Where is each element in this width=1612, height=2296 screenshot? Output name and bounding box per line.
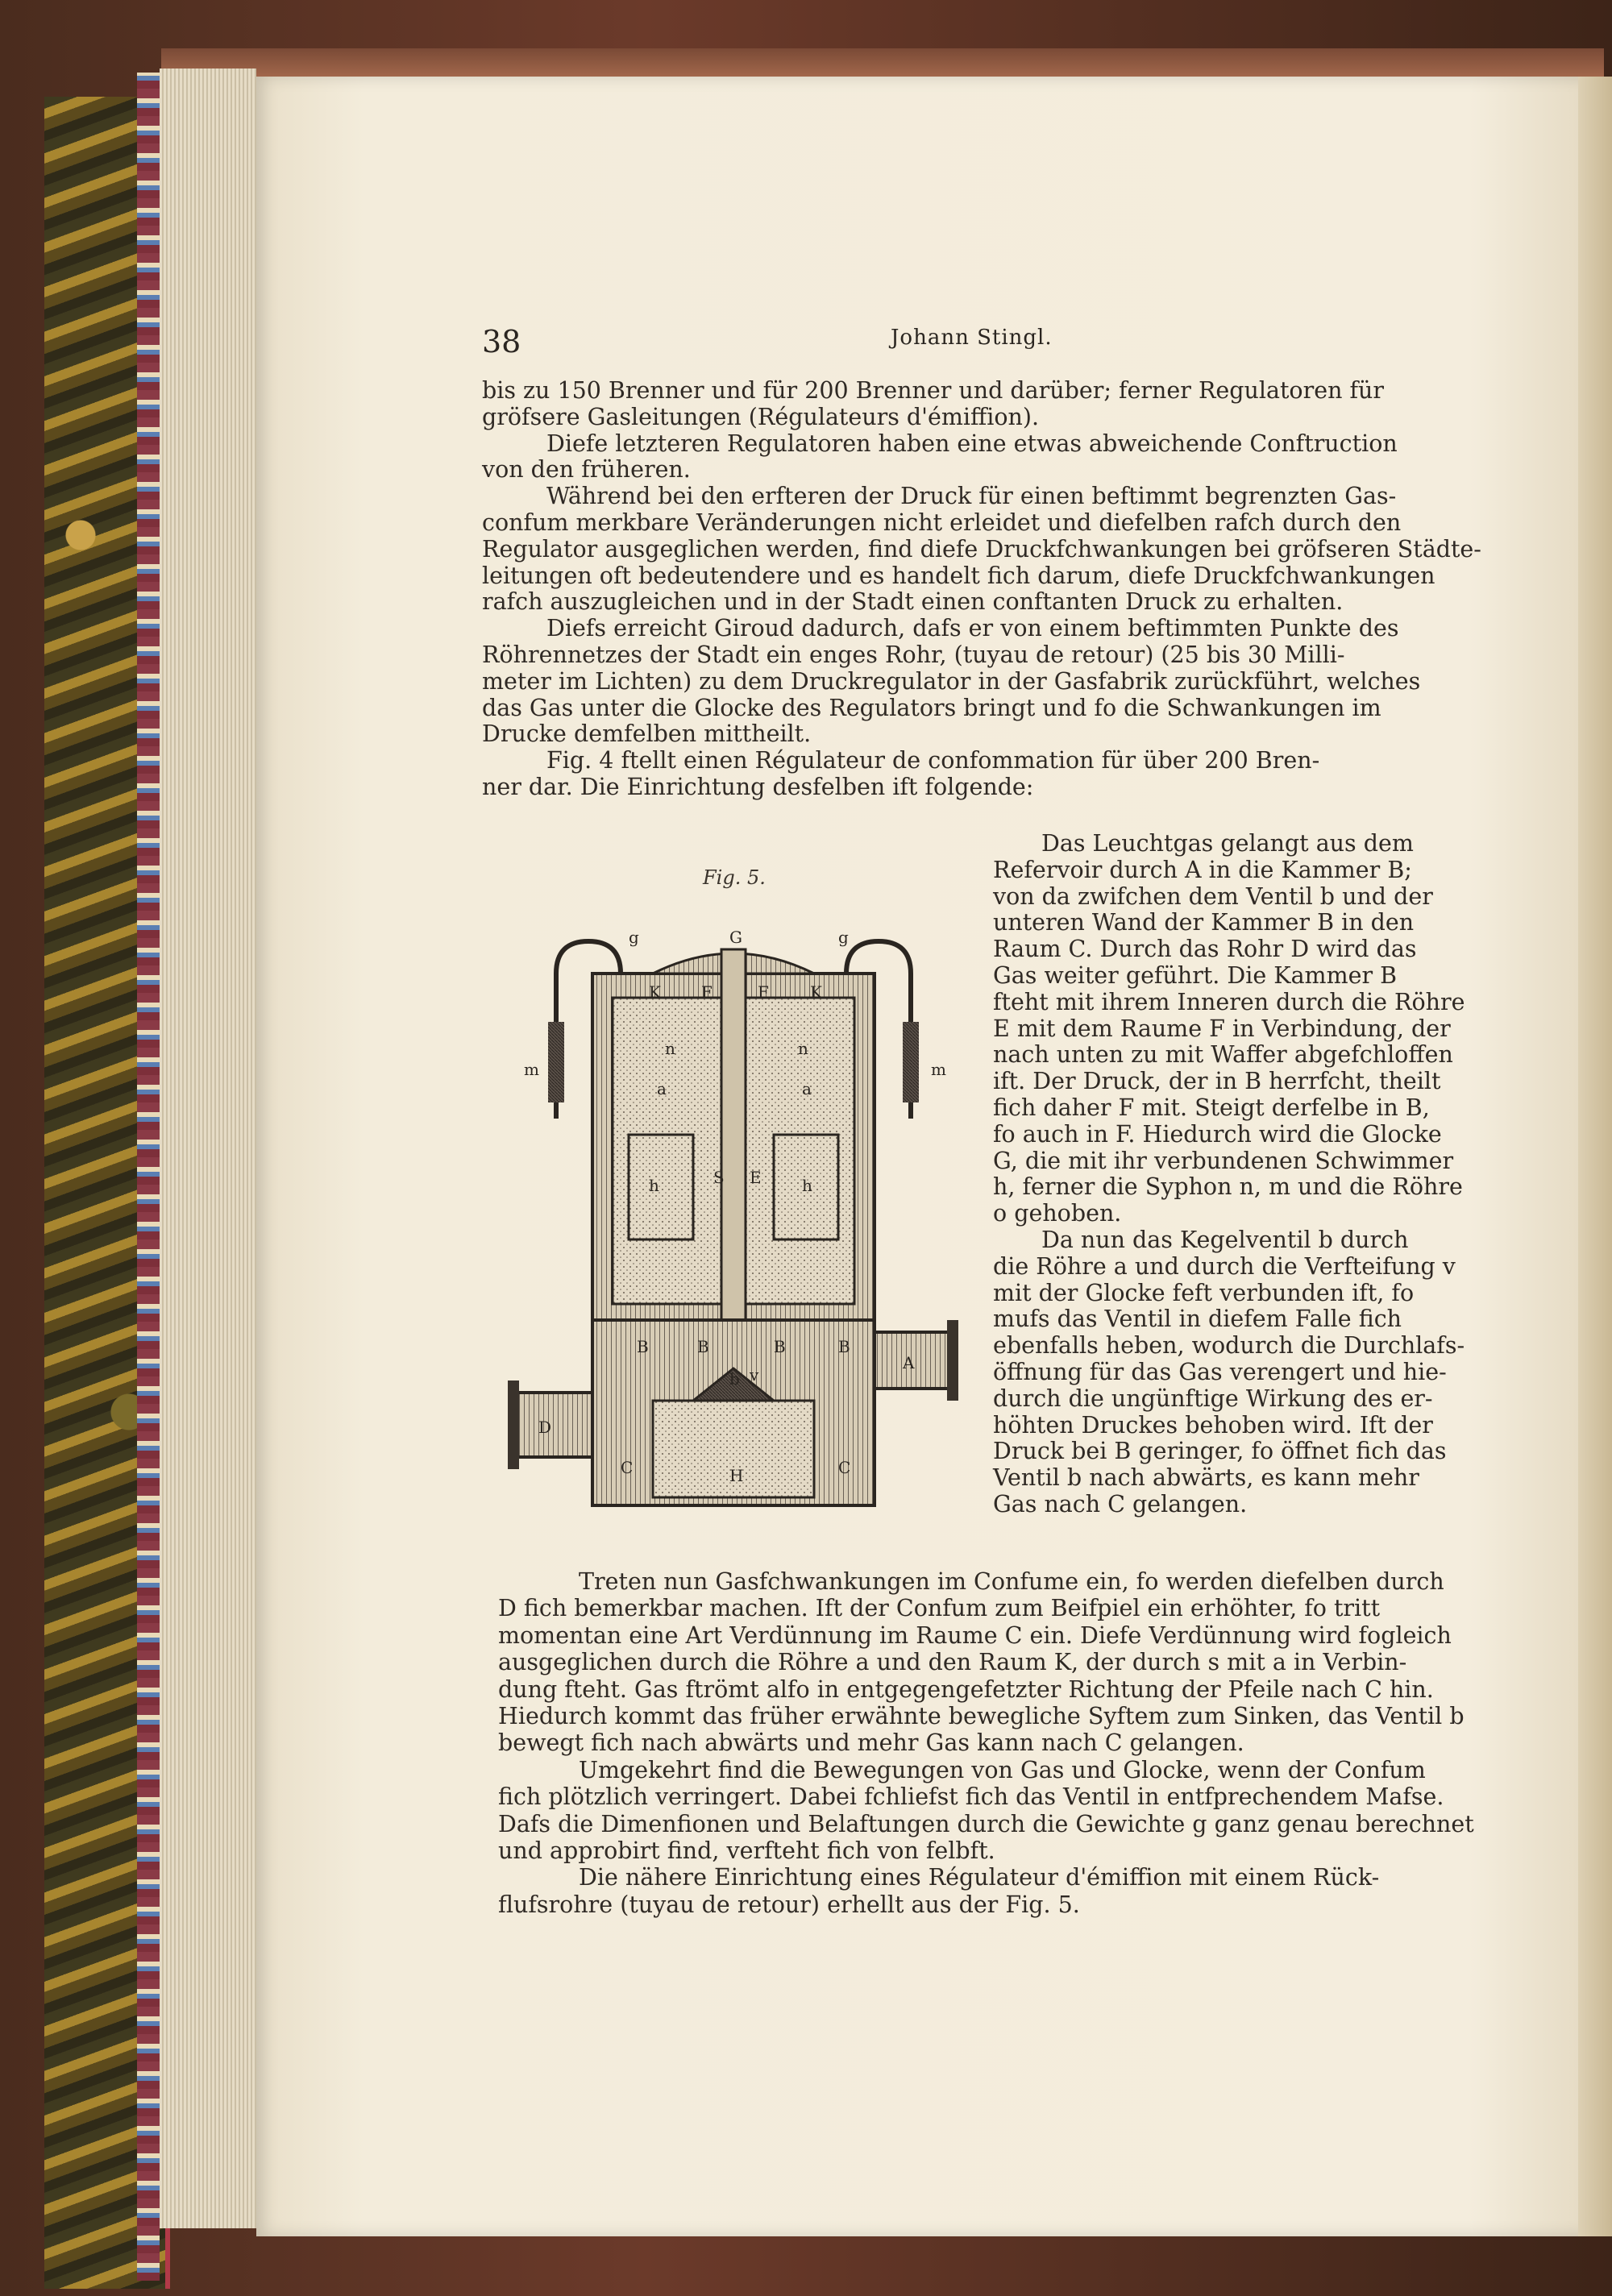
top-text-line: Drucke demfelben mittheilt. (482, 720, 812, 748)
bottom-text-line: bewegt fich nach abwärts und mehr Gas kann nach C gelangen. (498, 1729, 1244, 1757)
top-text-line: Während bei den erfteren der Druck für einen beftimmt begrenzten Gas- (546, 483, 1397, 510)
side-text-line: von da zwifchen dem Ventil b und der (993, 882, 1433, 910)
bottom-text-line: Hiedurch kommt das früher erwähnte bewegliche Syftem zum Sinken, das Ventil b (498, 1703, 1465, 1729)
side-text-line: fich daher F mit. Steigt derfelbe in B, (993, 1094, 1430, 1121)
top-text-line: von den früheren. (482, 456, 691, 484)
top-text-line: Röhrennetzes der Stadt ein enges Rohr, (tuyau de retour) (25 bis 30 Milli- (482, 641, 1345, 668)
top-text-line: Diefs erreicht Giroud dadurch, dafs er von einem beftimmten Punkte des (546, 615, 1399, 642)
side-text-line: ift. Der Druck, der in B herrfcht, theilt (993, 1068, 1441, 1095)
figure-label: g (629, 928, 639, 947)
top-text-line: Diefe letzteren Regulatoren haben eine etwas abweichende Conftruction (546, 430, 1398, 457)
figure-label: a (802, 1079, 812, 1098)
top-text-line: meter im Lichten) zu dem Druckregulator in der Gasfabrik zurückführt, welches (482, 667, 1421, 695)
figure-label: B (637, 1337, 649, 1356)
figure-caption: Fig. 5. (703, 866, 766, 889)
figure-label: n (665, 1039, 675, 1058)
figure-label: F (701, 982, 713, 1002)
figure-label: E (750, 1168, 762, 1187)
top-text-line: Fig. 4 ftellt einen Régulateur de confommation für über 200 Bren- (546, 747, 1320, 774)
figure-label: K (810, 982, 822, 1002)
side-text-line: Das Leuchtgas gelangt aus dem (1041, 830, 1414, 857)
left-float (548, 1022, 564, 1102)
figure-label: h (649, 1176, 659, 1195)
top-text-line: leitungen oft bedeutendere und es handelt fich darum, diefe Druckfchwankungen (482, 562, 1435, 589)
bottom-text-line: ausgeglichen durch die Röhre a und den Raum K, der durch s mit a in Verbin- (498, 1649, 1407, 1676)
top-text-line: das Gas unter die Glocke des Regulators bringt und fo die Schwankungen im (482, 694, 1381, 721)
figure-label: m (524, 1060, 539, 1079)
top-text-line: rafch auszugleichen und in der Stadt einen conftanten Druck zu erhalten. (482, 588, 1344, 616)
side-text-line: Da nun das Kegelventil b durch (1041, 1227, 1409, 1253)
figure-label: S (713, 1168, 725, 1187)
inlet-A (875, 1332, 955, 1389)
float-left (629, 1135, 693, 1239)
figure-label: H (729, 1466, 744, 1485)
page-stack-edges (160, 69, 256, 2228)
side-text-line: durch die ungünftige Wirkung des er- (993, 1385, 1433, 1412)
page-number: 38 (482, 324, 521, 359)
spine-headband (137, 73, 160, 2281)
bottom-text-line: momentan eine Art Verdünnung im Raume C ein. Diefe Verdünnung wird fogleich (498, 1621, 1452, 1649)
side-text-line: mufs das Ventil in diefem Falle fich (993, 1306, 1402, 1333)
side-text-line: E mit dem Raume F in Verbindung, der (993, 1015, 1451, 1042)
side-text-line: ebenfalls heben, wodurch die Durchlafs- (993, 1332, 1465, 1360)
side-text-line: unteren Wand der Kammer B in den (993, 909, 1415, 936)
top-text-line: bis zu 150 Brenner und für 200 Brenner und darüber; ferner Regulatoren für (482, 377, 1385, 404)
gas-regulator-figure (500, 917, 967, 1522)
figure-label: m (931, 1060, 946, 1079)
figure-label: h (802, 1176, 812, 1195)
side-text-line: h, ferner die Syphon n, m und die Röhre (993, 1173, 1463, 1201)
figure-label: C (838, 1458, 851, 1477)
top-text-line: gröfsere Gasleitungen (Régulateurs d'émiffion). (482, 403, 1040, 430)
side-text-line: o gehoben. (993, 1200, 1122, 1227)
running-head-author: Johann Stingl. (891, 326, 1053, 350)
book-top-edge (161, 48, 1604, 81)
side-text-line: die Röhre a und durch die Verfteifung v (993, 1252, 1456, 1280)
figure-label: A (903, 1353, 915, 1372)
side-text-line: Ventil b nach abwärts, es kann mehr (993, 1464, 1419, 1492)
figure-label: n (798, 1039, 808, 1058)
bottom-text-line: Dafs die Dimenfionen und Belaftungen durch die Gewichte g ganz genau berechnet (498, 1810, 1474, 1837)
bottom-text-line: fich plötzlich verringert. Dabei fchliefst fich das Ventil in entfprechendem Mafse. (498, 1783, 1444, 1811)
figure-label: b (729, 1369, 740, 1389)
right-float (903, 1022, 919, 1102)
figure-label: v (750, 1365, 759, 1385)
side-text-line: nach unten zu mit Waffer abgefchloffen (993, 1041, 1453, 1069)
bottom-text-line: D fich bemerkbar machen. Ift der Confum zum Beifpiel ein erhöhter, fo tritt (498, 1595, 1381, 1622)
side-text-line: höhten Druckes behoben wird. Ift der (993, 1411, 1433, 1439)
figure-label: D (538, 1418, 552, 1437)
figure-label: C (621, 1458, 634, 1477)
side-text-line: fteht mit ihrem Inneren durch die Röhre (993, 988, 1465, 1015)
figure-label: a (657, 1079, 667, 1098)
figure-label: B (838, 1337, 850, 1356)
figure-label: K (649, 982, 661, 1002)
side-text-line: Gas weiter geführt. Die Kammer B (993, 962, 1398, 989)
side-text-line: Raum C. Durch das Rohr D wird das (993, 936, 1417, 963)
page-right-edge (1578, 77, 1612, 2236)
figure-label: F (758, 982, 769, 1002)
outlet-flange (508, 1381, 519, 1469)
figure-label: g (838, 928, 849, 947)
side-text-line: mit der Glocke feft verbunden ift, fo (993, 1279, 1415, 1306)
side-text-line: Gas nach C gelangen. (993, 1491, 1248, 1518)
outlet-D (512, 1393, 592, 1457)
figure-label: G (729, 928, 742, 947)
top-text-line: ner dar. Die Einrichtung desfelben ift folgende: (482, 774, 1034, 800)
bottom-text-line: Umgekehrt find die Bewegungen von Gas und Glocke, wenn der Confum (579, 1756, 1426, 1783)
figure-label: B (774, 1337, 786, 1356)
bottom-text-line: Die nähere Einrichtung eines Régulateur d'émiffion mit einem Rück- (579, 1864, 1380, 1891)
side-text-line: G, die mit ihr verbundenen Schwimmer (993, 1147, 1454, 1174)
top-text-line: Regulator ausgeglichen werden, find diefe Druckfchwankungen bei gröfseren Städte- (482, 535, 1481, 563)
side-text-line: Refervoir durch A in die Kammer B; (993, 856, 1412, 883)
bottom-text-line: und approbirt find, verfteht fich von felbft. (498, 1837, 995, 1864)
side-text-line: öffnung für das Gas verengert und hie- (993, 1359, 1447, 1385)
inlet-flange (947, 1320, 958, 1401)
side-text-line: fo auch in F. Hiedurch wird die Glocke (993, 1120, 1442, 1148)
side-text-line: Druck bei B geringer, fo öffnet fich das (993, 1438, 1447, 1465)
figure-label: B (697, 1337, 709, 1356)
bottom-text-line: dung fteht. Gas ftrömt alfo in entgegengefetzter Richtung der Pfeile nach C hin. (498, 1675, 1434, 1703)
bottom-text-line: flufsrohre (tuyau de retour) erhellt aus der Fig. 5. (498, 1891, 1080, 1918)
top-text-line: confum merkbare Veränderungen nicht erleidet und diefelben rafch durch den (482, 509, 1402, 536)
bottom-text-line: Treten nun Gasfchwankungen im Confume ein, fo werden diefelben durch (579, 1568, 1444, 1595)
